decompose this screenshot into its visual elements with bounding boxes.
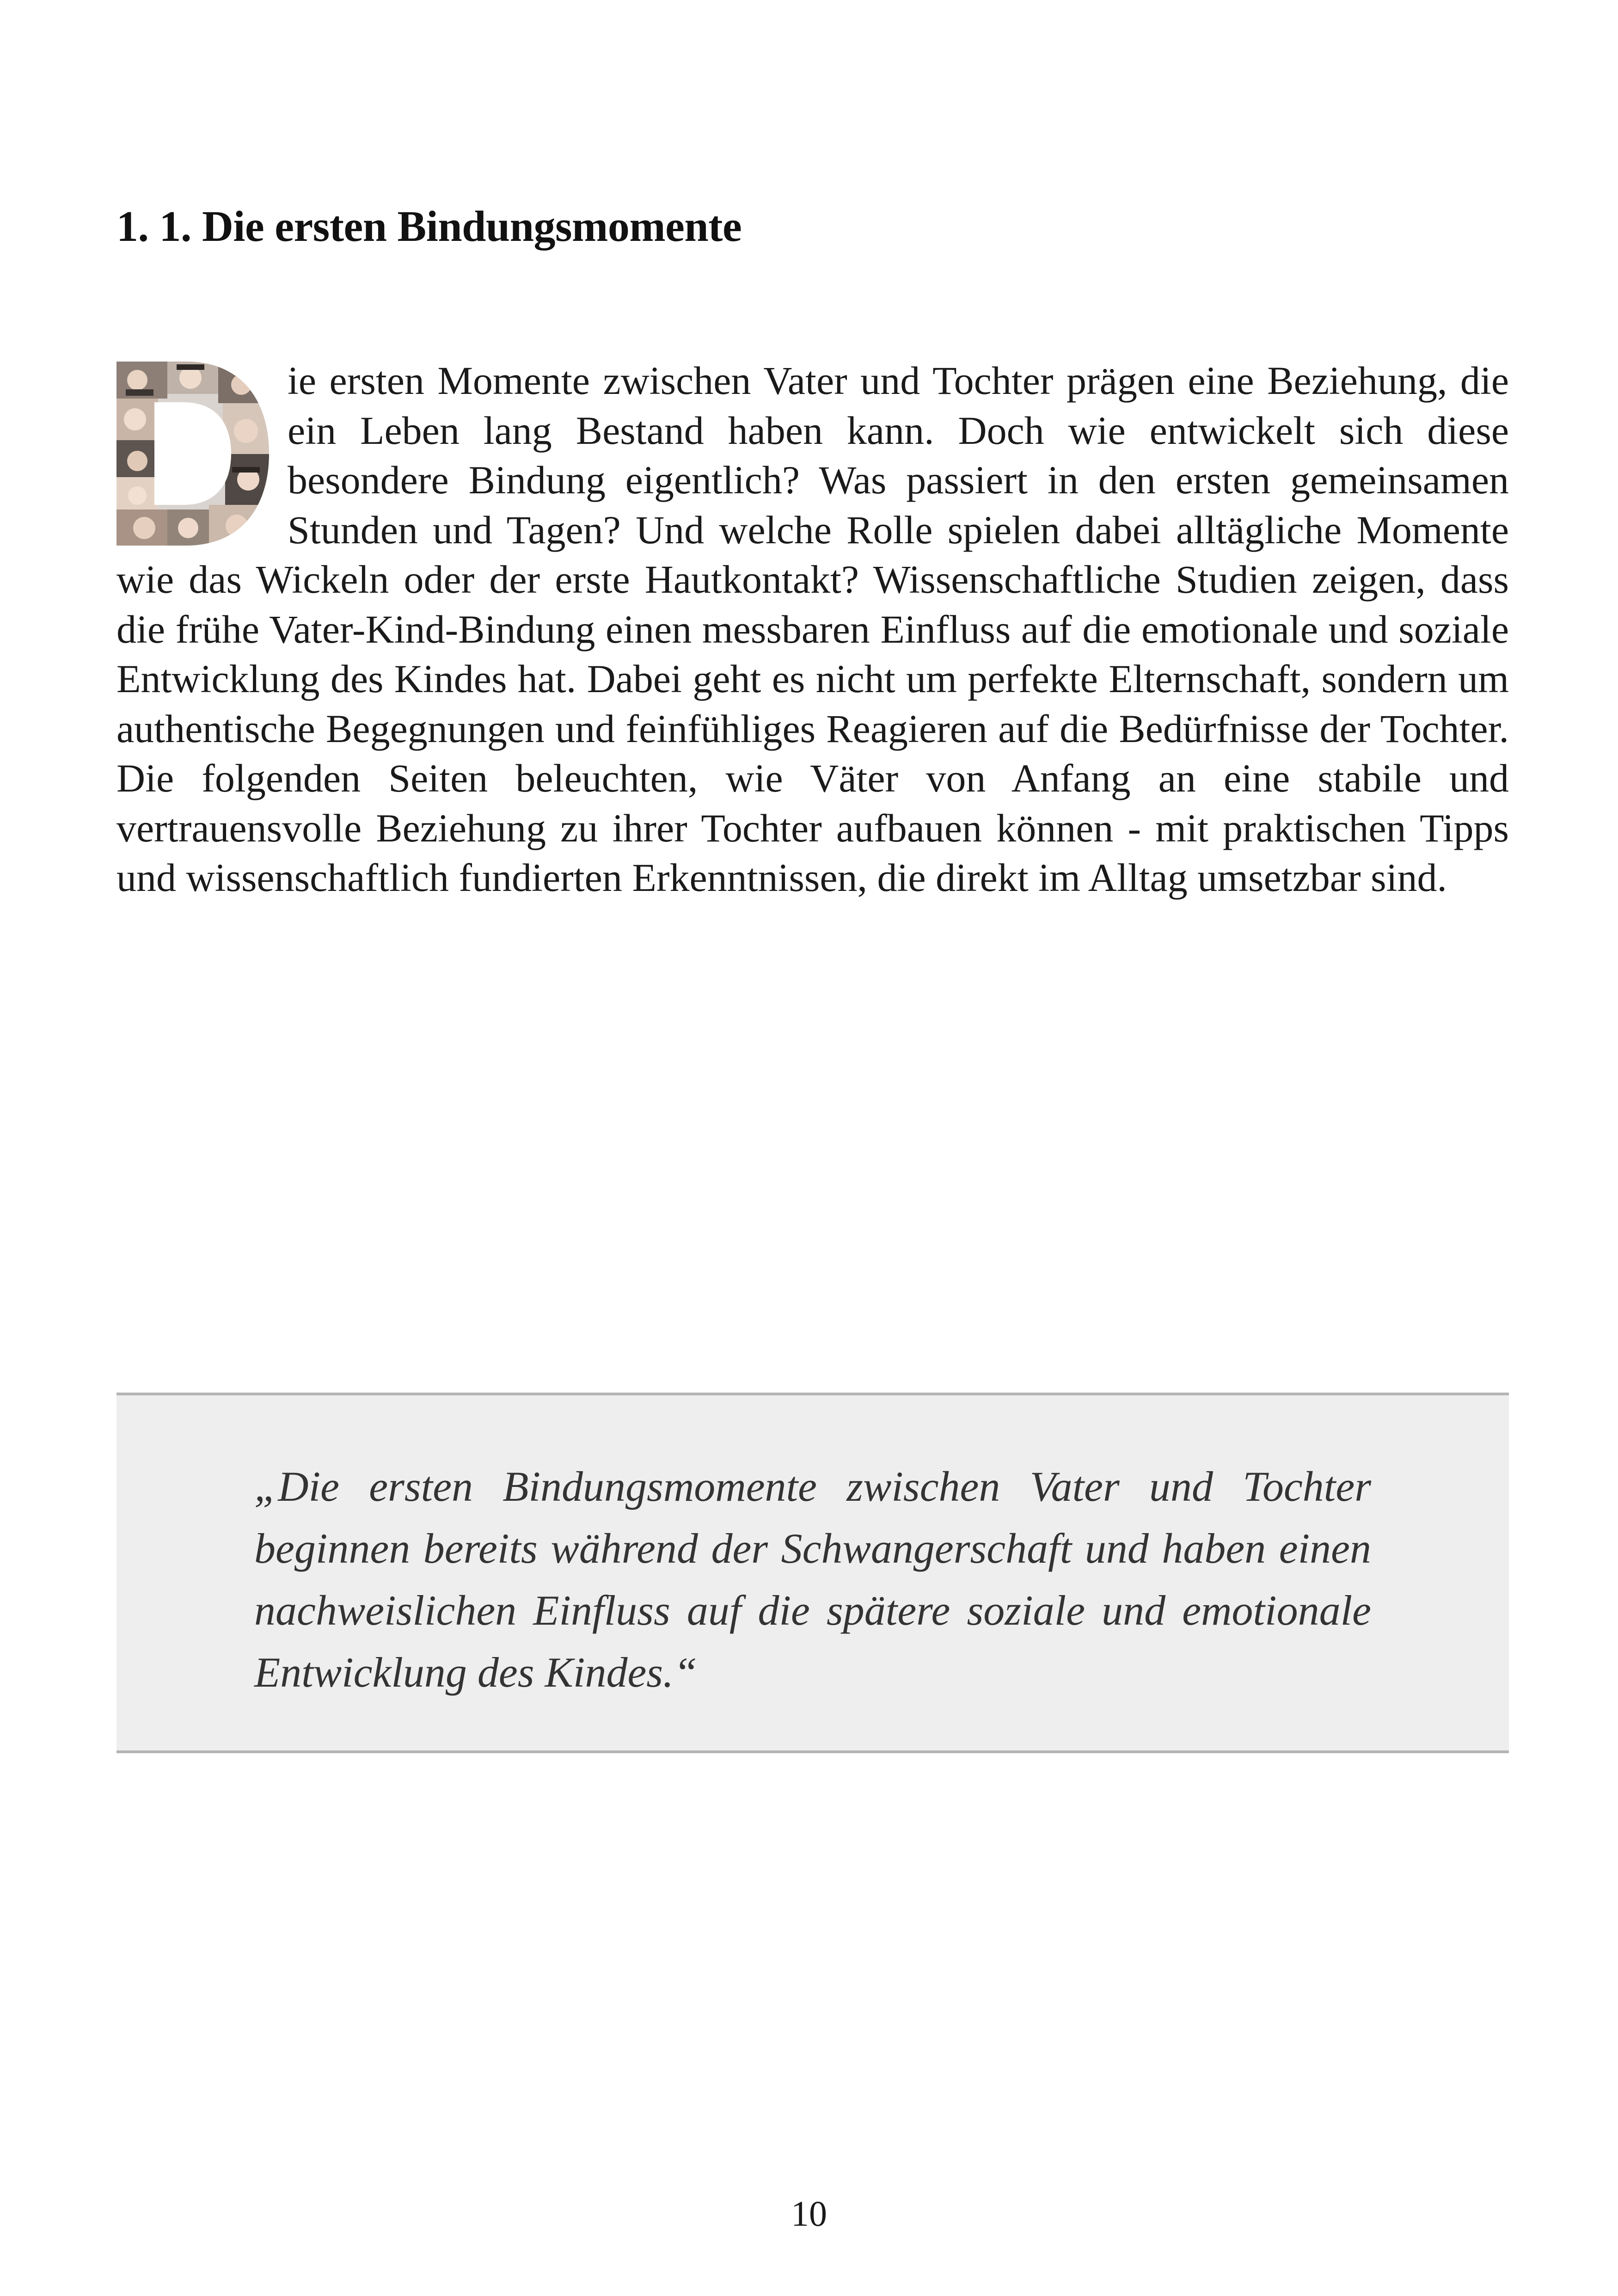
intro-paragraph: [116, 356, 1509, 903]
section-heading: 1. 1. Die ersten Bindungsmomente: [116, 203, 742, 251]
pull-quote-box: [116, 1393, 1509, 1753]
dropcap-collage-image: [116, 362, 269, 546]
dropcap-letter-d-collage: [116, 362, 269, 546]
intro-paragraph-text: ie ersten Momente zwischen Vater und Tochter prägen eine Beziehung, die ein Leben lang Bestand haben kann. Doch wie entwickelt sich diese besondere Bindung eigentlich? Was passiert in den ersten gemeinsamen Stunden und Tagen? Und welche Rolle spielen dabei alltägliche Momente wie das Wickeln oder der erste Hautkontakt? Wissenschaftliche Studien zeigen, dass die frühe Vater-Kind-Bindung einen messbaren Einfluss auf die emotionale und soziale Entwicklung des Kindes hat. Dabei geht es nicht um perfekte Elternschaft, sondern um authentische Begegnungen und feinfühliges Reagieren auf die Bedürfnisse der Tochter. Die folgenden Seiten beleuchten, wie Väter von Anfang an eine stabile und vertrauensvolle Beziehung zu ihrer Tochter aufbauen können - mit praktischen Tipps und wissenschaftlich fundierten Erkenntnissen, die direkt im Alltag umsetzbar sind.: [116, 358, 1509, 900]
pull-quote-text: „Die ersten Bindungsmomente zwischen Vater und Tochter beginnen bereits während der Schwangerschaft und haben einen nachweislichen Einfluss auf die spätere soziale und emotionale Entwicklung des Kindes.“: [254, 1463, 1371, 1696]
page-number: 10: [791, 2193, 827, 2234]
